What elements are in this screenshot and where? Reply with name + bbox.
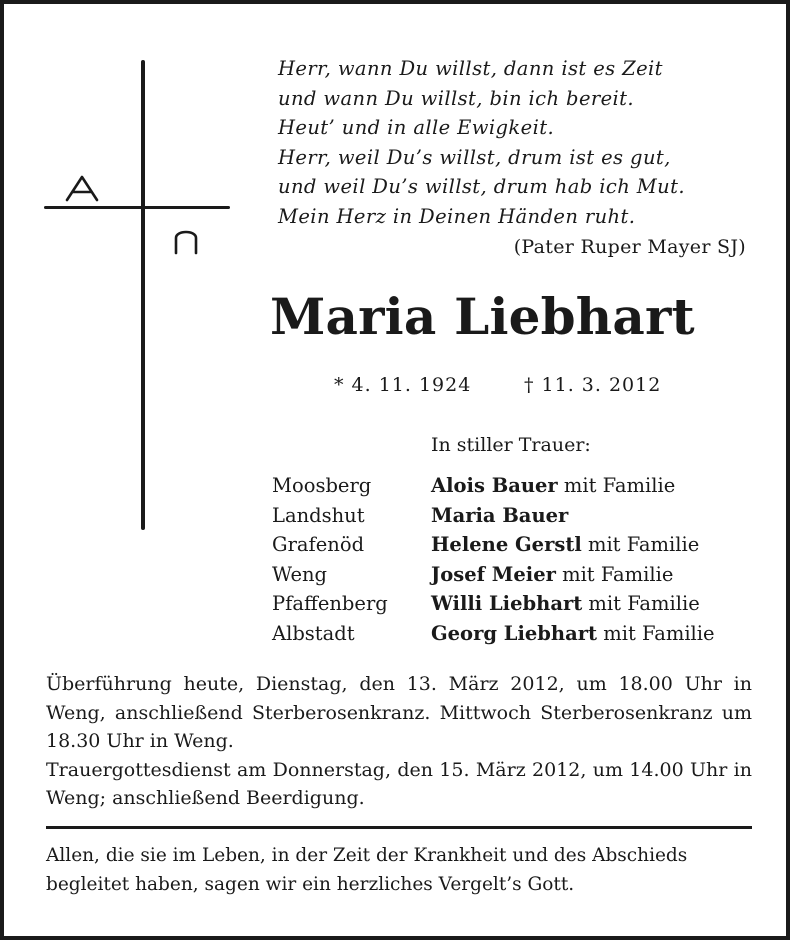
cross-vertical-beam: [141, 60, 145, 530]
divider: [46, 826, 752, 829]
mourner-name: Willi Liebhart: [431, 592, 583, 615]
alpha-icon: [64, 174, 100, 202]
mourner-suffix: mit Familie: [555, 562, 674, 586]
poem: [278, 54, 758, 231]
mourner-place: Albstadt: [272, 621, 355, 645]
poem-line: Herr, weil Du’s willst, drum ist es gut,: [278, 145, 671, 169]
mourner-row: [272, 501, 715, 531]
mourner-place: Weng: [272, 562, 328, 586]
mourner-list: [272, 471, 715, 648]
death-date: † 11. 3. 2012: [524, 374, 662, 396]
service-notice: Trauergottesdienst am Donnerstag, den 15. März 2012, um 14.00 Uhr in Weng; anschließend Beerdigung.: [46, 758, 752, 809]
mourner-row: [272, 471, 715, 501]
mourner-place: Grafenöd: [272, 533, 365, 556]
mourner-name: Georg Liebhart: [431, 621, 598, 645]
poem-line: Herr, wann Du willst, dann ist es Zeit: [278, 57, 663, 80]
cross-horizontal-beam: [44, 206, 230, 209]
poem-line: Mein Herz in Deinen Händen ruht.: [278, 204, 636, 228]
mourner-name: Helene Gerstl: [431, 533, 582, 556]
mourner-row: [272, 530, 715, 560]
deceased-name: Maria Liebhart: [270, 287, 695, 346]
poem-line: und weil Du’s willst, drum hab ich Mut.: [278, 175, 685, 198]
birth-date: * 4. 11. 1924: [334, 374, 472, 396]
mourner-suffix: mit Familie: [582, 592, 700, 615]
mourner-row: [272, 619, 715, 649]
mourner-place: Pfaffenberg: [272, 592, 388, 615]
mourner-suffix: mit Familie: [581, 533, 700, 556]
mourner-place: Moosberg: [272, 474, 372, 497]
mourning-heading: In stiller Trauer:: [431, 434, 591, 456]
poem-attribution: (Pater Ruper Mayer SJ): [513, 236, 746, 258]
mourner-name: Alois Bauer: [431, 474, 558, 497]
funeral-details: [46, 670, 752, 813]
poem-line: Heut’ und in alle Ewigkeit.: [278, 116, 555, 139]
transfer-notice: Überführung heute, Dienstag, den 13. März 2012, um 18.00 Uhr in Weng, anschließend Sterberosenkranz. Mittwoch Sterberosenkranz um 18.30 Uhr in Weng.: [46, 673, 752, 752]
mourner-name: Maria Bauer: [431, 503, 569, 527]
mourner-suffix: mit Familie: [597, 621, 715, 645]
closing-thanks: Allen, die sie im Leben, in der Zeit der Krankheit und des Abschieds begleitet haben, sagen wir ein herzliches Vergelt’s Gott.: [46, 845, 688, 895]
poem-line: und wann Du willst, bin ich bereit.: [278, 86, 635, 110]
mourner-place: Landshut: [272, 503, 365, 527]
mourner-row: [272, 560, 715, 590]
mourner-name: Josef Meier: [431, 562, 556, 586]
omega-icon: [171, 225, 201, 255]
mourner-row: [272, 589, 715, 619]
mourner-suffix: mit Familie: [557, 474, 676, 497]
